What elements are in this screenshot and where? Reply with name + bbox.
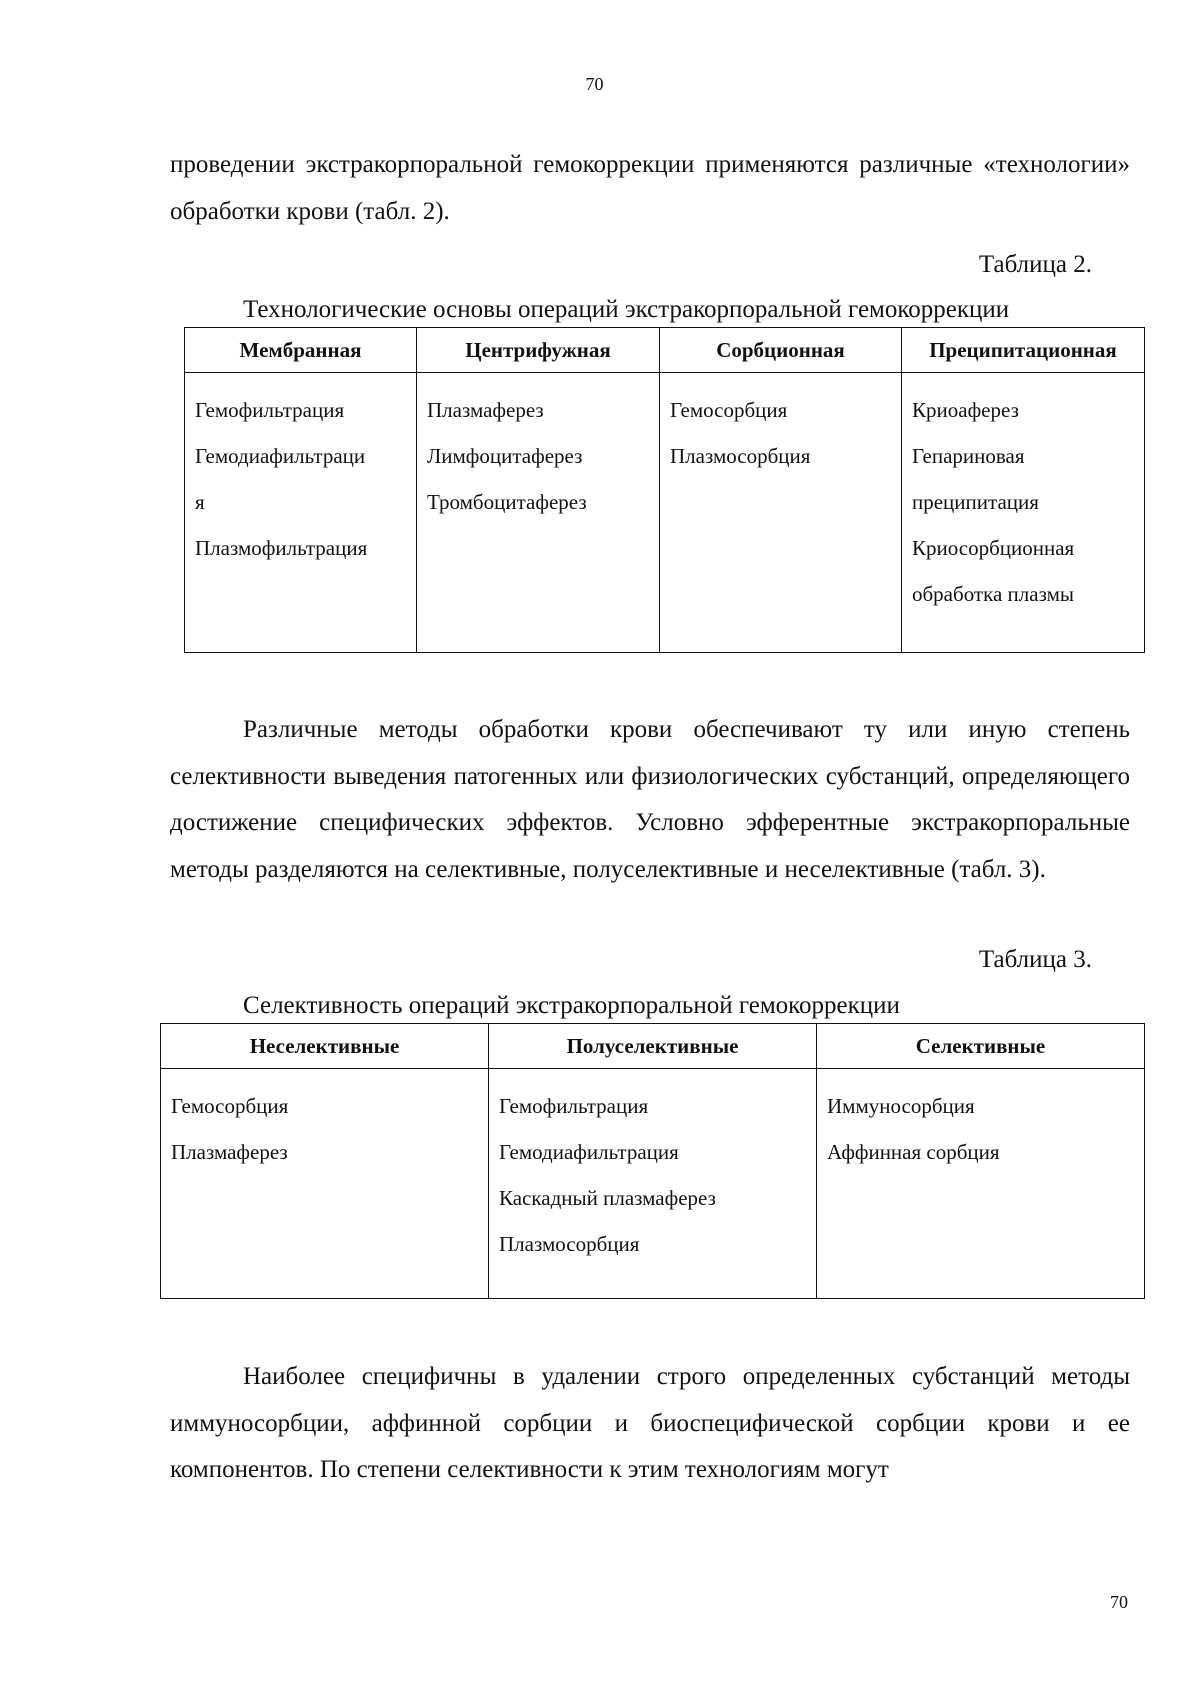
table3-body-row xyxy=(161,1069,1145,1299)
table-cell-text: я xyxy=(195,490,205,514)
table3-header-semiselective: Полуселективные xyxy=(489,1024,817,1069)
table-selectivity xyxy=(160,1023,1145,1299)
table-cell-text: Плазмаферез xyxy=(427,398,544,422)
table2-cell-centrifuge xyxy=(417,373,660,653)
table-cell-text: Плазмофильтрация xyxy=(195,536,368,560)
table-cell-text: обработка плазмы xyxy=(912,582,1074,606)
table2-header-precipitation: Преципитационная xyxy=(902,328,1145,373)
table2-cell-sorption xyxy=(660,373,902,653)
table-cell-text: Гепариновая xyxy=(912,444,1025,468)
page-number-top: 70 xyxy=(585,74,604,94)
table-cell-text: Гемодиафильтраци xyxy=(195,444,366,468)
table2-body-row xyxy=(185,373,1145,653)
table-cell-text: Криоаферез xyxy=(912,398,1019,422)
table-cell-text: Тромбоцитаферез xyxy=(427,490,587,514)
table-cell-text: Лимфоцитаферез xyxy=(427,444,583,468)
table2-header-membrane: Мембранная xyxy=(185,328,417,373)
table-cell-text: Плазмосорбция xyxy=(499,1232,640,1256)
table3-title: Селективность операций экстракорпоральной гемокоррекции xyxy=(243,992,900,1019)
table2-cell-precipitation xyxy=(902,373,1145,653)
paragraph-intro: проведении экстракорпоральной гемокоррекции применяются различные «технологии» обработки крови (табл. 2). xyxy=(170,151,1130,225)
table-cell-text: Гемофильтрация xyxy=(499,1094,649,1118)
table-cell-text: Каскадный плазмаферез xyxy=(499,1186,716,1210)
table-cell-text: Гемосорбция xyxy=(171,1094,289,1118)
table-cell-text: Криосорбционная xyxy=(912,536,1075,560)
table-cell-text: преципитация xyxy=(912,490,1039,514)
table3-header-selective: Селективные xyxy=(817,1024,1145,1069)
table2-header-centrifuge: Центрифужная xyxy=(417,328,660,373)
page-number-bottom: 70 xyxy=(1110,1592,1128,1612)
table2-title: Технологические основы операций экстракорпоральной гемокоррекции xyxy=(243,296,1010,323)
table-cell-text: Аффинная сорбция xyxy=(827,1140,1000,1164)
table-cell-text: Гемодиафильтрация xyxy=(499,1140,679,1164)
table3-cell-nonselective xyxy=(161,1069,489,1299)
table-cell-text: Плазмаферез xyxy=(171,1140,288,1164)
table-cell-text: Плазмосорбция xyxy=(670,444,811,468)
table2-cell-membrane xyxy=(185,373,417,653)
table-technologies xyxy=(184,327,1145,653)
table-cell-text: Гемосорбция xyxy=(670,398,788,422)
table3-header-row xyxy=(161,1024,1145,1069)
table2-header-row xyxy=(185,328,1145,373)
table3-cell-selective xyxy=(817,1069,1145,1299)
table2-header-sorption: Сорбционная xyxy=(660,328,902,373)
paragraph-selectivity: Различные методы обработки крови обеспечивают ту или иную степень селективности выведения патогенных или физиологических субстанций, определяющего достижение специфических эффектов. Условно эфферентные экстракорпоральные методы разделяются на селективные, полуселективные и неселективные (табл. 3). xyxy=(170,716,1130,883)
table3-header-nonselective: Неселективные xyxy=(161,1024,489,1069)
paragraph-specific-methods: Наиболее специфичны в удалении строго определенных субстанций методы иммуносорбции, аффинной сорбции и биоспецифической сорбции крови и ее компонентов. По степени селективности к этим технологиям могут xyxy=(170,1363,1130,1483)
table-cell-text: Гемофильтрация xyxy=(195,398,345,422)
table2-label: Таблица 2. xyxy=(978,251,1092,278)
table-cell-text: Иммуносорбция xyxy=(827,1094,975,1118)
table3-cell-semiselective xyxy=(489,1069,817,1299)
table3-label: Таблица 3. xyxy=(978,946,1092,973)
